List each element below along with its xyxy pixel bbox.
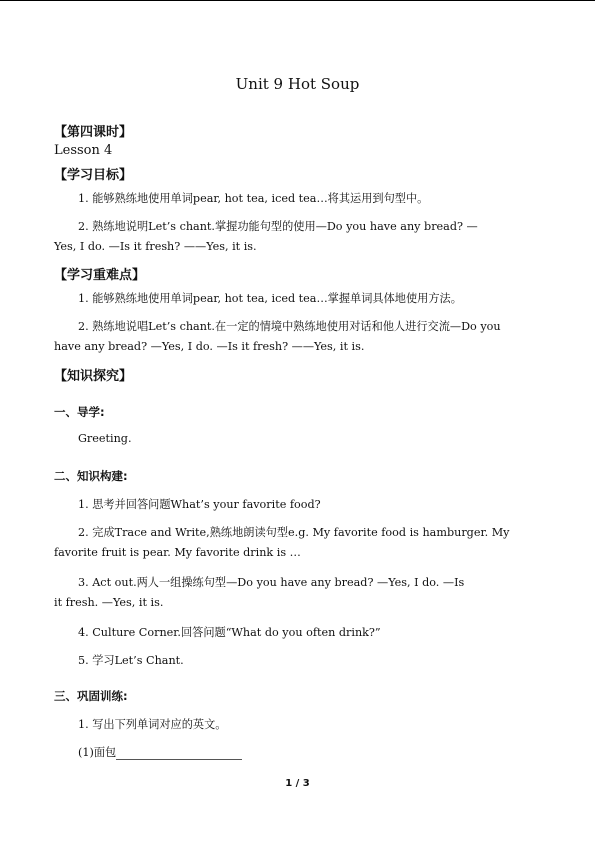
part2-heading: 二、知识构建: <box>54 469 128 483</box>
explore-heading: 【知识探究】 <box>54 369 133 384</box>
exercise-question-1 <box>78 744 242 760</box>
part2-item-3-line-2: it fresh. —Yes, it is. <box>54 596 164 609</box>
key-points-heading: 【学习重难点】 <box>54 268 146 283</box>
part2-item-5: 5. 学习Let’s Chant. <box>78 654 184 667</box>
part1-text: Greeting. <box>78 432 132 445</box>
exercise-question-1-label: (1)面包 <box>78 746 117 759</box>
page-number: 1 / 3 <box>285 778 310 789</box>
goal-item-1: 1. 能够熟练地使用单词pear, hot tea, iced tea…将其运用到句型中。 <box>78 192 429 205</box>
goal-item-2-line-1: 2. 熟练地说明Let’s chant.掌握功能句型的使用—Do you have any bread? — <box>78 220 478 233</box>
key-point-item-2-line-1: 2. 熟练地说唱Let’s chant.在一定的情境中熟练地使用对话和他人进行交流—Do you <box>78 320 501 333</box>
page-title: Unit 9 Hot Soup <box>235 75 360 93</box>
answer-blank[interactable] <box>116 747 242 760</box>
goals-heading: 【学习目标】 <box>54 168 133 183</box>
goal-item-2-line-2: Yes, I do. —Is it fresh? ——Yes, it is. <box>54 240 257 253</box>
part2-item-2-line-2: favorite fruit is pear. My favorite drink is … <box>54 546 301 559</box>
period-heading: 【第四课时】 <box>54 125 133 140</box>
part3-heading: 三、巩固训练: <box>54 689 128 703</box>
part2-item-4: 4. Culture Corner.回答问题“What do you often drink?” <box>78 626 381 639</box>
part1-heading: 一、导学: <box>54 405 105 419</box>
part2-item-2-line-1: 2. 完成Trace and Write,熟练地朗读句型e.g. My favorite food is hamburger. My <box>78 526 510 539</box>
key-point-item-1: 1. 能够熟练地使用单词pear, hot tea, iced tea…掌握单词具体地使用方法。 <box>78 292 462 305</box>
part3-item-1: 1. 写出下列单词对应的英文。 <box>78 718 227 731</box>
key-point-item-2-line-2: have any bread? —Yes, I do. —Is it fresh? ——Yes, it is. <box>54 340 365 353</box>
part2-item-3-line-1: 3. Act out.两人一组操练句型—Do you have any bread? —Yes, I do. —Is <box>78 576 465 589</box>
lesson-label: Lesson 4 <box>54 143 113 158</box>
part2-item-1: 1. 思考并回答问题What’s your favorite food? <box>78 498 321 511</box>
